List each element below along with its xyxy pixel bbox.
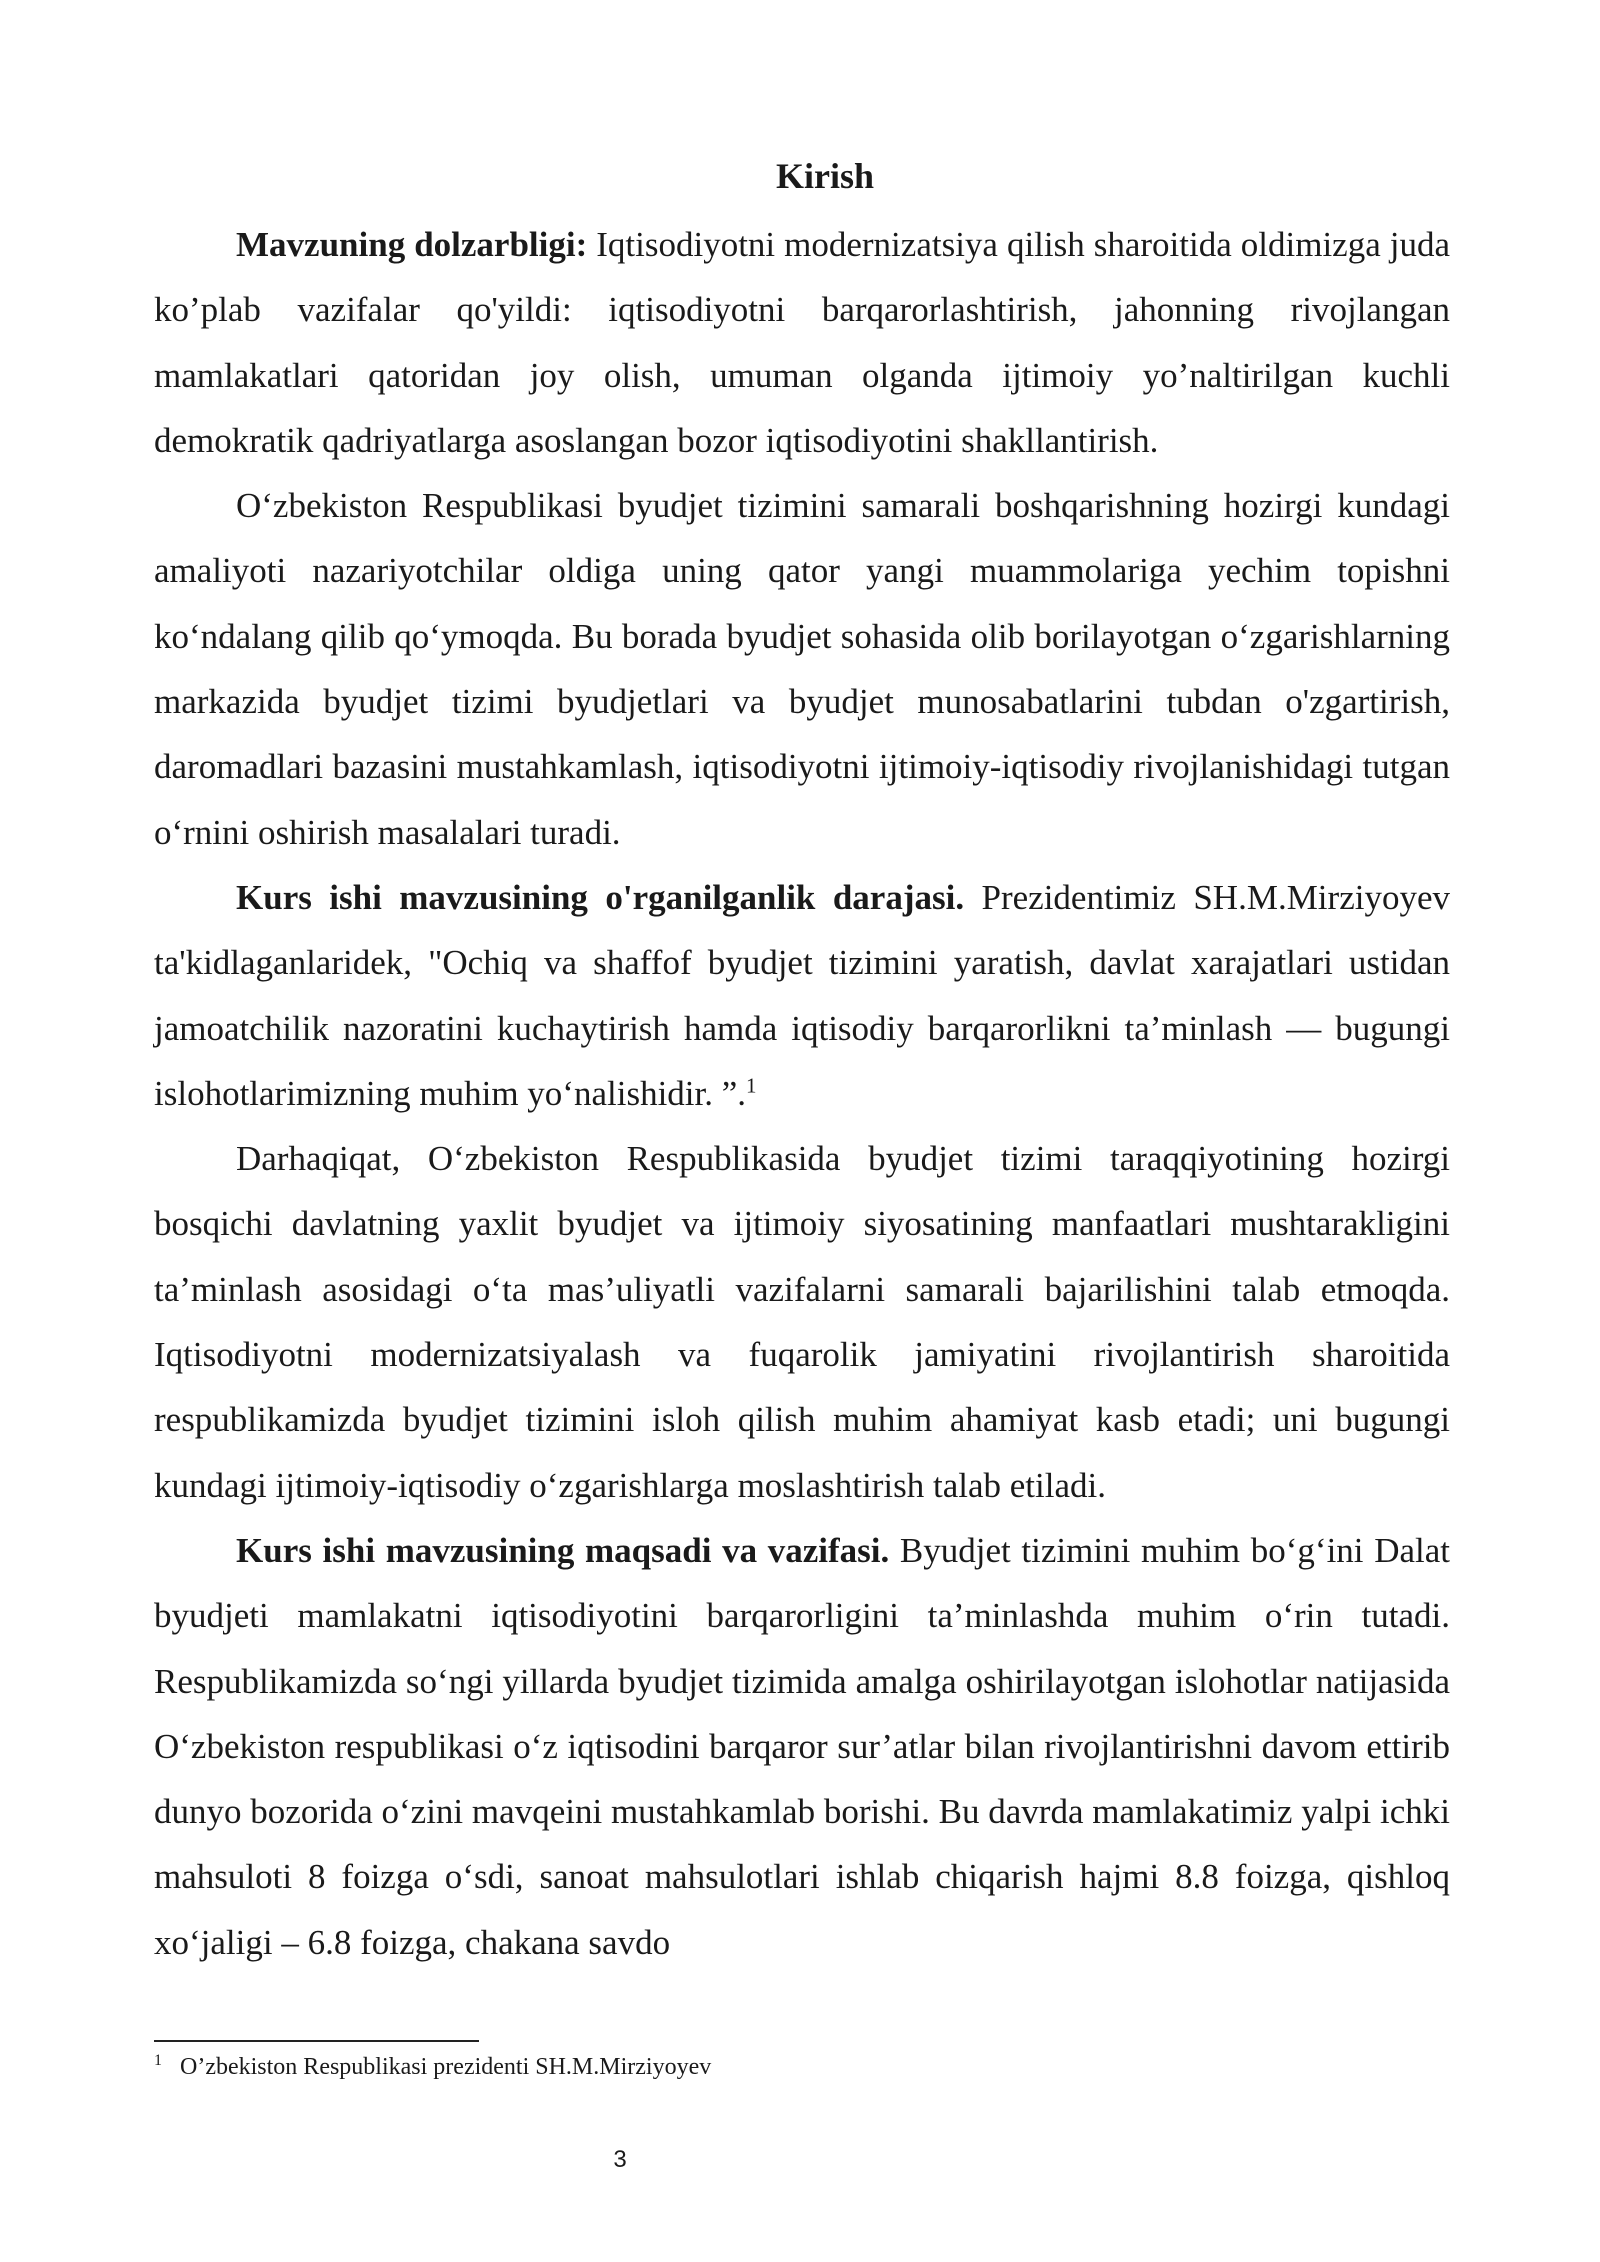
paragraph-text-relevance: Iqtisodiyotni modernizatsiya qilish sharoitida oldimizga juda ko’plab vazifalar qo'yildi: iqtisodiyotni barqarorlashtirish, jahonning rivojlangan mamlakatlari qatoridan joy olish, umuman olganda ijtimoiy yo’naltirilgan kuchli demokratik qadriyatlarga asoslangan bozor iqtisodiyotini shakllantirish.: [154, 225, 1450, 460]
footnote-separator: [154, 2040, 479, 2042]
paragraph-lead-relevance: Mavzuning dolzarbligi:: [236, 225, 588, 264]
footnote-text: O’zbekiston Respublikasi prezidenti SH.M.Mirziyoyev: [180, 2054, 712, 2080]
page-body: [154, 148, 1450, 1975]
paragraph-text-current-stage: Darhaqiqat, O‘zbekiston Respublikasida byudjet tizimi taraqqiyotining hozirgi bosqichi davlatning yaxlit byudjet va ijtimoiy siyosatining manfaatlari mushtarakligini ta’minlash asosidagi o‘ta mas’uliyatli vazifalarni samarali bajarilishini talab etmoqda. Iqtisodiyotni modernizatsiyalash va fuqarolik jamiyatini rivojlantirish sharoitida respublikamizda byudjet tizimini isloh qilish muhim ahamiyat kasb etadi; uni bugungi kundagi ijtimoiy-iqtisodiy o‘zgarishlarga moslashtirish talab etiladi.: [154, 1139, 1450, 1505]
footnote-reference[interactable]: 1: [746, 1073, 757, 1098]
section-title: Kirish: [775, 156, 874, 196]
paragraph-study-degree: [154, 865, 1450, 1126]
page-number: 3: [613, 2146, 627, 2173]
paragraph-budget-system: [154, 473, 1450, 865]
paragraph-goal-tasks: [154, 1518, 1450, 1975]
paragraph-lead-goal-tasks: Kurs ishi mavzusining maqsadi va vazifasi.: [236, 1530, 890, 1570]
paragraph-lead-study-degree: Kurs ishi mavzusining o'rganilganlik darajasi.: [236, 877, 965, 917]
footnote-mark: 1: [154, 2052, 162, 2069]
footnote: [154, 2050, 711, 2084]
paragraph-current-stage: [154, 1126, 1450, 1518]
paragraph-text-goal-tasks: Byudjet tizimini muhim bo‘g‘ini Dalat byudjeti mamlakatni iqtisodiyotini barqarorligini ta’minlashda muhim o‘rin tutadi. Respublikamizda so‘ngi yillarda byudjet tizimida amalga oshirilayotgan islohotlar natijasida O‘zbekiston respublikasi o‘z iqtisodini barqaror sur’atlar bilan rivojlantirishni davom ettirib dunyo bozorida o‘zini mavqeini mustahkamlab borishi. Bu davrda mamlakatimiz yalpi ichki mahsuloti 8 foizga o‘sdi, sanoat mahsulotlari ishlab chiqarish hajmi 8.8 foizga, qishloq xo‘jaligi – 6.8 foizga, chakana savdo: [154, 1530, 1450, 1962]
paragraph-text-study-degree: Prezidentimiz SH.M.Mirziyoyev ta'kidlaganlaridek, "Ochiq va shaffof byudjet tizimini yaratish, davlat xarajatlari ustidan jamoatchilik nazoratini kuchaytirish hamda iqtisodiy barqarorlikni ta’minlash — bugungi islohotlarimizning muhim yo‘nalishidir. ”.: [154, 877, 1450, 1113]
paragraph-relevance: [154, 212, 1450, 473]
paragraph-text-budget-system: O‘zbekiston Respublikasi byudjet tizimini samarali boshqarishning hozirgi kundagi amaliyoti nazariyotchilar oldiga uning qator yangi muammolariga yechim topishni ko‘ndalang qilib qo‘ymoqda. Bu borada byudjet sohasida olib borilayotgan o‘zgarishlarning markazida byudjet tizimi byudjetlari va byudjet munosabatlarini tubdan o'zgartirish, daromadlari bazasini mustahkamlash, iqtisodiyotni ijtimoiy-iqtisodiy rivojlanishidagi tutgan o‘rnini oshirish masalalari turadi.: [154, 486, 1450, 852]
